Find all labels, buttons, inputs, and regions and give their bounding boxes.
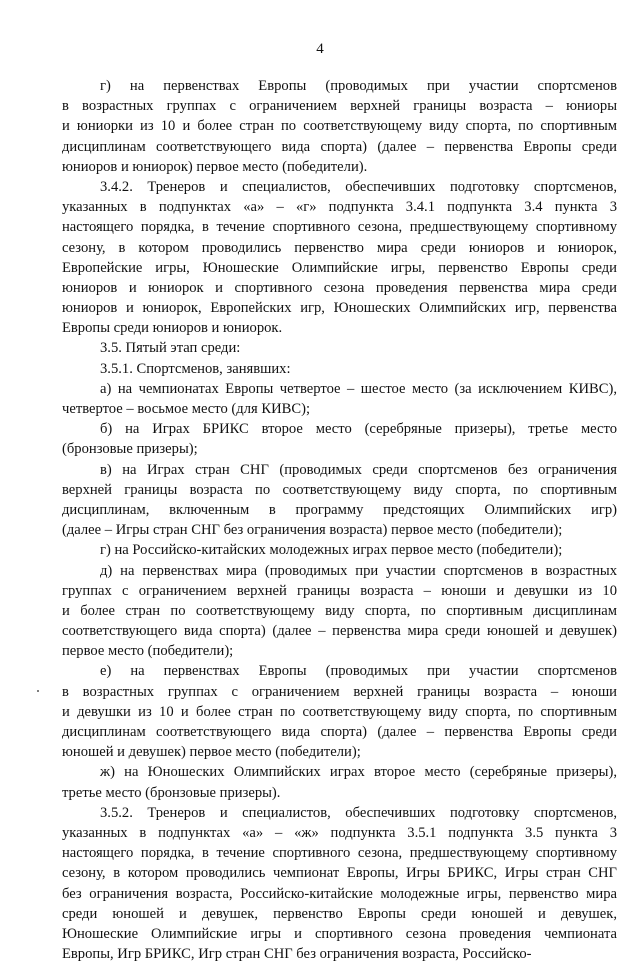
text-line: в) на Играх стран СНГ (проводимых среди спортсменов без ограничения — [100, 461, 617, 478]
text-line: сезону, в котором проводились первенство мира среди юниоров и юниорок, — [62, 239, 617, 256]
text-line: без ограничения возраста, Российско-китайские молодежные игры, первенство мира — [62, 885, 617, 902]
text-line: юниоров и юниорок, Европейских игр, Юношеских Олимпийских игр, первенства — [62, 300, 617, 317]
text-line: Европейские игры, Юношеские Олимпийские игры, первенство Европы среди — [62, 259, 617, 276]
text-line: Юношеские Олимпийские игры и спортивного сезона проведения чемпионата — [62, 925, 617, 942]
scan-speck — [37, 690, 39, 692]
paragraph-p-3-5-1-e — [62, 661, 617, 762]
paragraph-p-3-5-1-zh — [62, 762, 617, 802]
text-line: первое место (победители); — [62, 643, 234, 660]
paragraph-p-3-5-1-v — [62, 460, 617, 541]
text-line: четвертое – восьмое место (для КИВС); — [62, 401, 311, 417]
text-line: сезону, в котором проводились чемпионат Европы, Игры БРИКС, Игры стран СНГ — [62, 865, 617, 882]
paragraph-p-3-5-1-a — [62, 379, 617, 419]
text-line: верхней границы возраста по соответствующему виду спорта, по спортивным — [62, 481, 617, 498]
text-line: и более стран по соответствующему виду спорта, по спортивным дисциплинам — [62, 602, 617, 619]
text-line: г) на первенствах Европы (проводимых при участии спортсменов — [100, 78, 617, 94]
text-line: в возрастных группах с ограничением верхней границы возраста – юниоры — [62, 98, 617, 115]
text-line: а) на чемпионатах Европы четвертое – шестое место (за исключением КИВС), — [100, 380, 617, 397]
document-body — [62, 76, 617, 964]
paragraph-p-3-4-1-g — [62, 76, 617, 177]
paragraph-p-3-4-2 — [62, 177, 617, 339]
paragraph-p-3-5-1-g — [62, 540, 617, 560]
text-line: настоящего порядка, в течение спортивного сезона, предшествующему спортивному — [62, 845, 617, 862]
paragraph-p-3-5-2 — [62, 803, 617, 964]
text-line: б) на Играх БРИКС второе место (серебряные призеры), третье место — [100, 421, 617, 438]
text-line: указанных в подпунктах «а» – «г» подпункта 3.4.1 подпункта 3.4 пункта 3 — [62, 199, 617, 216]
text-line: и юниорки из 10 и более стран по соответствующему виду спорта, по спортивным — [62, 118, 617, 135]
text-line: 3.5.1. Спортсменов, занявших: — [100, 360, 291, 377]
text-line: соответствующего вида спорта) (далее – первенства мира среди юношей и девушек) — [62, 623, 617, 640]
paragraph-p-3-5-1-d — [62, 561, 617, 662]
text-line: 3.5.2. Тренеров и специалистов, обеспечивших подготовку спортсменов, — [100, 804, 617, 821]
text-line: (бронзовые призеры); — [62, 441, 198, 458]
text-line: настоящего порядка, в течение спортивного сезона, предшествующему спортивному — [62, 219, 617, 236]
text-line: г) на Российско-китайских молодежных играх первое место (победители); — [100, 542, 563, 559]
text-line: 3.4.2. Тренеров и специалистов, обеспечивших подготовку спортсменов, — [100, 178, 617, 195]
text-line: Европы, Игр БРИКС, Игр стран СНГ без ограничения возраста, Российско- — [62, 946, 532, 963]
text-line: группах с ограничением верхней границы возраста – юноши и девушки из 10 — [62, 582, 617, 599]
text-line: Европы среди юниоров и юниорок. — [62, 320, 283, 337]
text-line: д) на первенствах мира (проводимых при участии спортсменов в возрастных — [100, 562, 617, 579]
text-line: третье место (бронзовые призеры). — [62, 784, 281, 801]
text-line: дисциплинам, включенным в программу предстоящих Олимпийских игр) — [62, 501, 617, 518]
paragraph-p-3-5-1-b — [62, 419, 617, 459]
text-line: дисциплинам соответствующего вида спорта) (далее – первенства Европы среди — [62, 138, 617, 155]
text-line: указанных в подпунктах «а» – «ж» подпункта 3.5.1 подпункта 3.5 пункта 3 — [62, 824, 617, 841]
text-line: 3.5. Пятый этап среди: — [100, 340, 241, 357]
page-number: 4 — [316, 41, 324, 57]
text-line: дисциплинам соответствующего вида спорта) (далее – первенства Европы среди — [62, 724, 617, 740]
paragraph-p-3-5 — [62, 338, 617, 358]
text-line: в возрастных группах с ограничением верхней границы возраста – юноши — [62, 683, 617, 700]
text-line: ж) на Юношеских Олимпийских играх второе место (серебряные призеры), — [100, 764, 617, 781]
text-line: юниоров и юниорок) первое место (победители). — [62, 158, 368, 175]
text-line: и девушки из 10 и более стран по соответствующему виду спорта, по спортивным — [62, 703, 617, 720]
text-line: (далее – Игры стран СНГ без ограничения возраста) первое место (победители); — [62, 522, 563, 539]
text-line: юношей и девушек) первое место (победители); — [62, 744, 361, 761]
text-line: е) на первенствах Европы (проводимых при участии спортсменов — [100, 663, 617, 680]
paragraph-p-3-5-1 — [62, 359, 617, 379]
text-line: среди юношей и девушек, первенство Европы среди юношей и девушек, — [62, 905, 617, 922]
text-line: юниоров и юниорок и спортивного сезона проведения первенства мира среди — [62, 279, 617, 296]
